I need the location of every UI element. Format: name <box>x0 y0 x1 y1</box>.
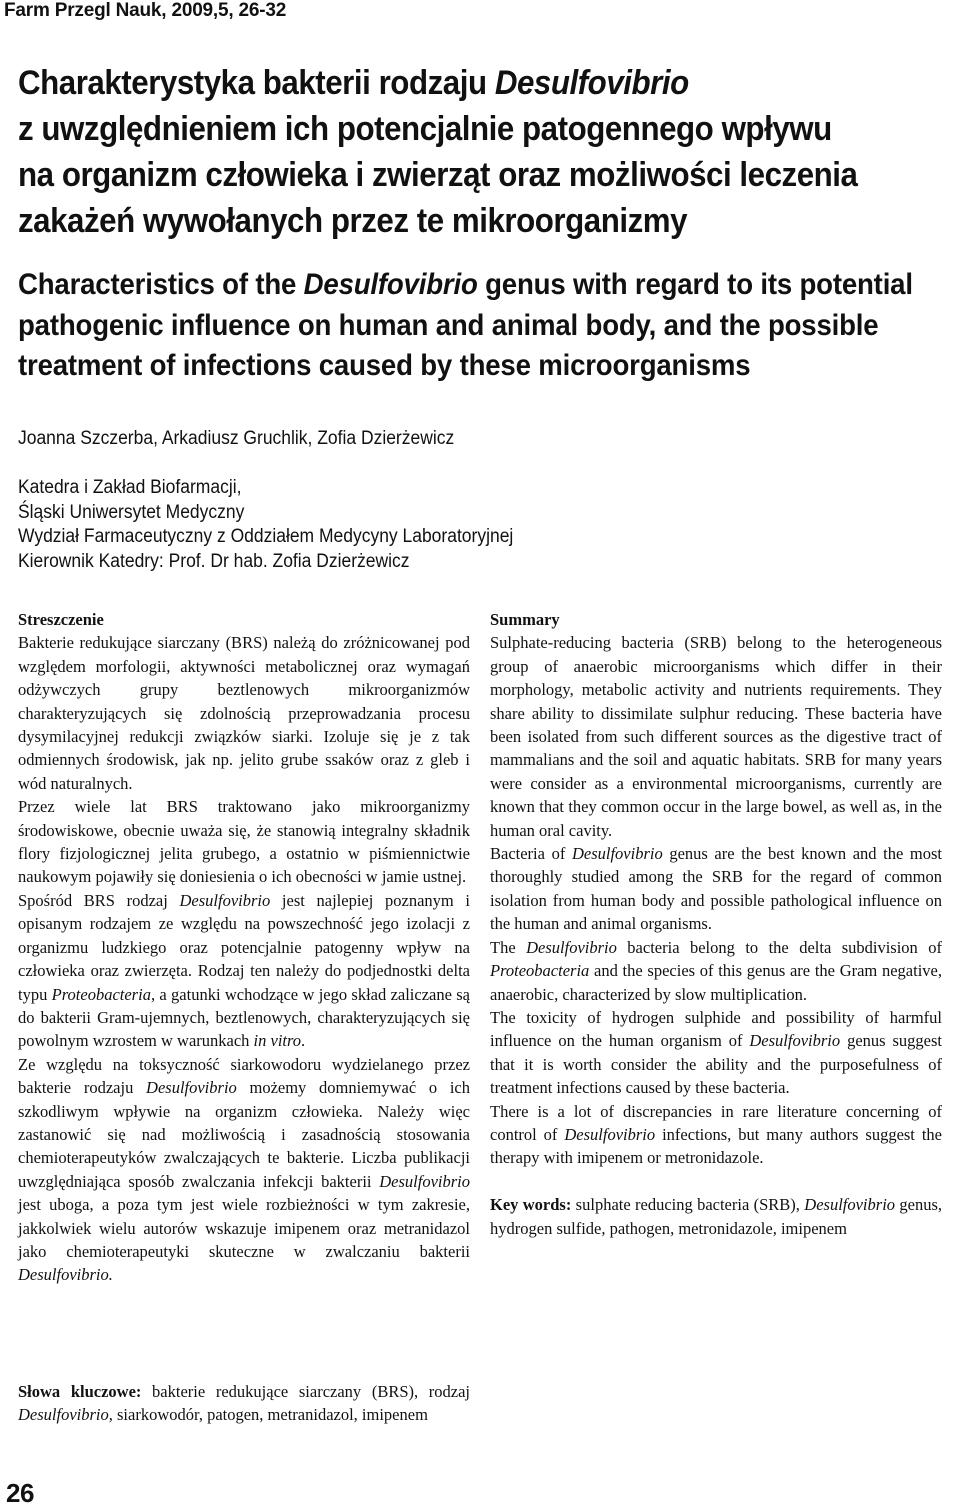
abstract-en-paragraph <box>490 1006 942 1100</box>
title-pl-line2: z uwzględnieniem ich potencjalnie patogennego wpływu <box>18 110 832 148</box>
title-pl-line4: zakażeń wywołanych przez te mikroorganizmy <box>18 202 688 240</box>
title-pl-line3: na organizm człowieka i zwierząt oraz możliwości leczenia <box>18 156 858 194</box>
text-run: sulphate reducing bacteria (SRB), <box>571 1195 805 1215</box>
keywords-en-label: Key words: <box>490 1195 572 1215</box>
abstract-english <box>490 608 942 1240</box>
text-run: jest uboga, a poza tym jest wiele rozbieżności w tym zakresie, jakkolwiek wielu autorów wskazuje imipenem oraz metranidazol jako chemioterapeutyki skuteczne w zwalczaniu bakterii <box>18 1195 470 1261</box>
text-run: genus suggest that it is worth consider the ability and the purposefulness of treatment infections caused by these bacteria. <box>490 1031 942 1098</box>
abstract-en-paragraph: Sulphate-reducing bacteria (SRB) belong to the heterogeneous group of anaerobic microorganisms which differ in their morphology, metabolic activity and nutrients requirements. They share ability to dissimilate sulphur reducing. These bacteria have been isolated from such different sources as the digestive tract of mammalians and the soil and aquatic habitats. SRB for many years were consider as a environmental microorganisms, currently are known that they common occur in the large bowel, as well as, in the human oral cavity. <box>490 633 942 840</box>
text-run: jest najlepiej poznanym i opisanym rodzajem ze względu na powszechność jego izolacji z organizmu ludzkiego oraz potencjalnie patogenny wpływ na człowieka oraz zwierzęta. Rodzaj ten należy do podjednostki delta typu <box>18 890 470 1004</box>
keywords-polish <box>18 1380 470 1427</box>
authors: Joanna Szczerba, Arkadiusz Gruchlik, Zofia Dzierżewicz <box>18 428 455 449</box>
text-run: The <box>490 937 527 957</box>
abstract-pl-paragraph: Przez wiele lat BRS traktowano jako mikroorganizmy środowiskowe, obecnie uważa się, że stanowią integralny składnik flory fizjologicznej jelita grubego, a ostatnio w piśmiennictwie naukowym pojawiły się doniesienia o ich obecności w jamie ustnej. <box>18 797 470 887</box>
text-run: Spośród BRS rodzaj <box>18 890 180 910</box>
phylum-italic: Proteobacteria <box>51 984 151 1004</box>
title-en-line2: pathogenic influence on human and animal body, and the possible <box>18 308 879 342</box>
in-vitro-italic: in vitro <box>253 1031 302 1051</box>
affiliation <box>18 476 513 574</box>
title-en-line3: treatment of infections caused by these microorganisms <box>18 349 751 382</box>
affiliation-line2: Śląski Uniwersytet Medyczny <box>18 501 245 523</box>
phylum-italic: Proteobacteria <box>490 961 590 981</box>
title-en-line1-pre: Characteristics of the <box>18 268 304 301</box>
keywords-english <box>490 1193 942 1240</box>
genus-italic: Desulfovibrio <box>804 1195 896 1215</box>
title-pl-line1-text: Charakterystyka bakterii rodzaju <box>18 64 495 102</box>
abstract-en-paragraph <box>490 842 942 936</box>
text-run: The toxicity of hydrogen sulphide and possibility of harmful influence on the human organism of <box>490 1007 942 1051</box>
abstract-pl-paragraph <box>18 889 470 1053</box>
page-number: 26 <box>6 1478 34 1508</box>
genus-italic: Desulfovibrio <box>146 1078 237 1098</box>
affiliation-line1: Katedra i Zakład Biofarmacji, <box>18 477 242 498</box>
abstract-en-paragraph <box>490 1100 942 1170</box>
text-run: możemy domniemywać o ich szkodliwym wpływie na organizm człowieka. Należy więc zastanowić się nad możliwością i zasadnością stosowania chemioterapeutyków zwalczających te bakterie. Liczba publikacji uwzględniająca sposób zwalczania infekcji bakterii <box>18 1078 470 1191</box>
text-run: There is a lot of discrepancies in rare literature concerning of control of <box>490 1101 942 1144</box>
genus-italic: Desulfovibrio <box>18 1405 109 1425</box>
genus-italic: Desulfovibrio <box>179 890 271 910</box>
affiliation-line4: Kierownik Katedry: Prof. Dr hab. Zofia Dzierżewicz <box>18 550 410 572</box>
abstract-pl-heading: Streszczenie <box>18 610 104 629</box>
abstract-en-paragraph <box>490 936 942 1006</box>
genus-italic: Desulfovibrio <box>749 1031 841 1051</box>
text-run: and the species of this genus are the Gram negative, anaerobic, characterized by slow multiplication. <box>490 961 942 1004</box>
title-en-line1-post: genus with regard to its potential <box>477 268 913 301</box>
genus-italic: Desulfovibrio <box>571 844 663 864</box>
text-run: . <box>301 1031 306 1051</box>
text-run: , a gatunki wchodzące w jego skład zaliczane są do bakterii Gram-ujemnych, beztlenowych, charakteryzujących się powolnym wzrostem w warunkach <box>18 984 470 1051</box>
text-run: genus, hydrogen sulfide, pathogen, metronidazole, imipenem <box>490 1195 942 1238</box>
abstract-pl-paragraph: Bakterie redukujące siarczany (BRS) należą do zróżnicowanej pod względem morfologii, aktywności metabolicznej oraz wymagań odżywczych grupy beztlenowych mikroorganizmów charakteryzujących się zdolnością przeprowadzania procesu dysymilacyjnej redukcji związków siarki. Izoluje się je z tak odmiennych środowisk, jak np. jelito grube ssaków oraz z gleb i wód naturalnych. <box>18 633 470 793</box>
affiliation-line3: Wydział Farmaceutyczny z Oddziałem Medycyny Laboratoryjnej <box>18 526 514 547</box>
title-pl-genus: Desulfovibrio <box>494 64 689 102</box>
text-run: bacteria belong to the delta subdivision of <box>616 937 943 957</box>
genus-italic: Desulfovibrio <box>526 937 617 957</box>
abstract-en-heading: Summary <box>490 610 560 629</box>
genus-italic: Desulfovibrio <box>379 1171 470 1191</box>
abstract-polish <box>18 608 470 1287</box>
title-polish <box>18 60 874 244</box>
text-run: genus are the best known and the most thoroughly studied among the SRB for the regard of common isolation from human body and possible pathological influence on the human and animal organisms. <box>490 844 942 934</box>
genus-italic: Desulfovibrio <box>564 1124 656 1144</box>
title-english <box>18 265 938 387</box>
text-run: Ze względu na toksyczność siarkowodoru wydzielanego przez bakterie rodzaju <box>18 1054 470 1098</box>
text-run: bakterie redukujące siarczany (BRS), rodzaj <box>141 1382 471 1401</box>
journal-reference: Farm Przegl Nauk, 2009,5, 26-32 <box>4 0 287 21</box>
text-run: Bacteria of <box>490 844 572 864</box>
genus-italic: Desulfovibrio. <box>18 1265 113 1285</box>
keywords-pl-label: Słowa kluczowe: <box>18 1382 142 1401</box>
abstract-pl-paragraph <box>18 1053 470 1287</box>
title-en-genus: Desulfovibrio <box>303 268 478 301</box>
text-run: , siarkowodór, patogen, metranidazol, imipenem <box>108 1405 428 1425</box>
text-run: infections, but many authors suggest the therapy with imipenem or metronidazole. <box>490 1124 942 1168</box>
